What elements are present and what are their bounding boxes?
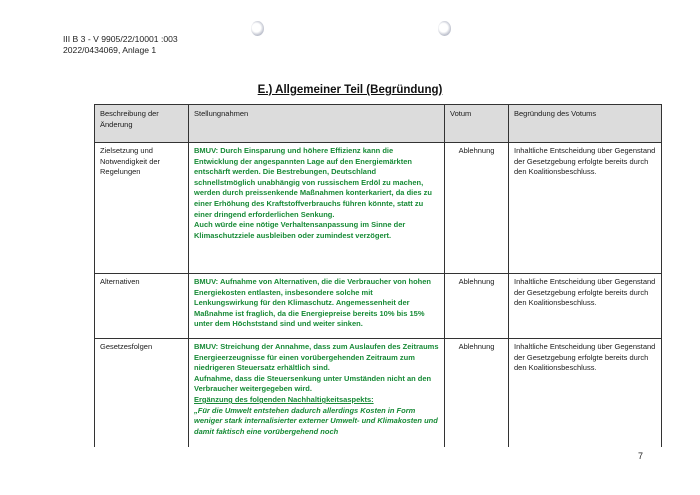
cell-votum: Ablehnung	[445, 339, 509, 448]
cell-begruendung: Inhaltliche Entscheidung über Gegenstand der Gesetzgebung erfolgte bereits durch den Koalitionsbeschluss.	[509, 339, 662, 448]
stellungnahme-text: BMUV: Streichung der Annahme, dass zum Auslaufen des Zeitraums Energieerzeugnisse für einen vorübergehenden Zeitraum zum niedrigeren Steuersatz erhältlich sind.	[194, 342, 439, 373]
cell-votum: Ablehnung	[445, 143, 509, 274]
nachhaltigkeit-quote: „Für die Umwelt entstehen dadurch allerdings Kosten in Form weniger stark internalisierter externer Umwelt- und Klimakosten und damit faktisch eine vorübergehend noch	[194, 405, 438, 436]
page-number: 7	[638, 451, 644, 461]
cell-stellungnahme: BMUV: Aufnahme von Alternativen, die die Verbraucher von hohen Energiekosten entlasten, insbesondere solche mit Lenkungswirkung für den Klimaschutz. Angemessenheit der Maßnahme ist fraglich, da die Energiepreise bereits 10% bis 15% unter dem Höchststand sind und weiter sinken.	[189, 274, 445, 339]
header-beschreibung: Beschreibung der Änderung	[95, 105, 189, 143]
cell-begruendung: Inhaltliche Entscheidung über Gegenstand der Gesetzgebung erfolgte bereits durch den Koalitionsbeschluss.	[509, 274, 662, 339]
section-title: E.) Allgemeiner Teil (Begründung)	[257, 84, 443, 96]
table-header-row	[95, 105, 662, 143]
cell-beschreibung: Zielsetzung und Notwendigkeit der Regelungen	[95, 143, 189, 274]
header-begruendung: Begründung des Votums	[509, 105, 662, 143]
reference-line-1: III B 3 - V 9905/22/10001 :003	[63, 34, 178, 44]
stellungnahme-extra-text: Aufnahme, dass die Steuersenkung unter Umständen nicht an den Verbraucher weitergegeben wird.	[194, 373, 432, 394]
cell-stellungnahme	[189, 143, 445, 274]
table-row	[95, 339, 662, 448]
nachhaltigkeit-heading: Ergänzung des folgenden Nachhaltigkeitsaspekts:	[194, 394, 374, 404]
punch-hole-right	[438, 21, 451, 36]
amendment-table	[94, 104, 662, 447]
stellungnahme-text: BMUV: Durch Einsparung und höhere Effizienz kann die Entwicklung der angespannten Lage auf den Energiemärkten entschärft werden. Die Bestrebungen, Deutschland schnellstmöglich unabhängig von russischem Erdöl zu machen, werden durch preissenkende Maßnahmen konterkariert, da dies zu einer Erhöhung des Kraftstoffverbrauchs führen könnte, statt zu einer dringend erforderlichen Senkung.	[194, 146, 432, 219]
stellungnahme-extra-text: Auch würde eine nötige Verhaltensanpassung im Sinne der Klimaschutzziele ausbleiben oder zumindest verzögert.	[194, 220, 406, 240]
cell-stellungnahme	[189, 339, 445, 448]
header-stellungnahmen: Stellungnahmen	[189, 105, 445, 143]
punch-hole-left	[251, 21, 264, 36]
document-reference	[63, 34, 178, 56]
cell-beschreibung: Alternativen	[95, 274, 189, 339]
cell-votum: Ablehnung	[445, 274, 509, 339]
cell-beschreibung: Gesetzesfolgen	[95, 339, 189, 448]
table-row	[95, 274, 662, 339]
cell-begruendung: Inhaltliche Entscheidung über Gegenstand der Gesetzgebung erfolgte bereits durch den Koalitionsbeschluss.	[509, 143, 662, 274]
table-row	[95, 143, 662, 274]
header-votum: Votum	[445, 105, 509, 143]
reference-line-2: 2022/0434069, Anlage 1	[63, 45, 157, 55]
